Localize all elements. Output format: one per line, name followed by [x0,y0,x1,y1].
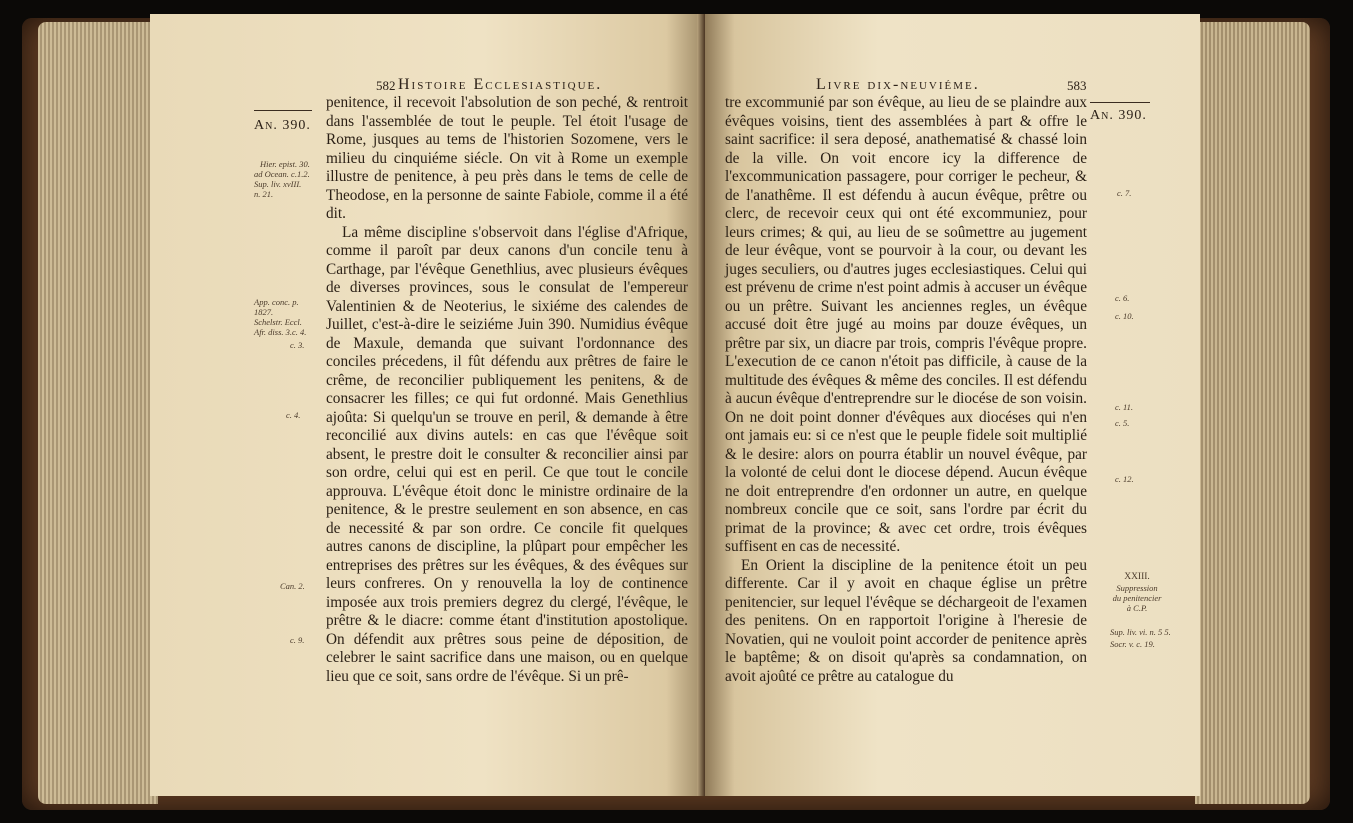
right-page-edges [1195,22,1310,804]
margin-note: Sup. liv. xvIII. [254,179,302,189]
left-margin-year: An. 390. [254,118,311,133]
margin-note: c. 7. [1117,188,1132,198]
right-page [705,14,1200,796]
margin-note: c. 9. [290,635,305,645]
margin-note: c. 6. [1115,293,1130,303]
left-body-text [326,94,688,686]
paragraph: tre excommunié par son évêque, au lieu de se plaindre aux évêques voisins, tient des assemblées à part & offre le saint sacrifice: il sera deposé, anathematisé & chassé loin de la ville. On voit encore icy la difference de l'excommunication passagere, pour corriger le pecheur, & de l'anathême. Il est défendu à aucun évêque, prêtre ou clerc, de recevoir ceux qui ont été excommuniez, pour leurs crimes; & qui, au lieu de se soûmettre au jugement de leur évêque, vont se pourvoir à la cour, ou devant les juges seculiers, ou d'autres juges ecclesiastiques. Celui qui est prévenu de crime n'est point admis à accuser un évêque ou un prêtre. Suivant les anciennes regles, un évêque accusé doit être jugé au moins par douze évêques, un prêtre par six, un diacre par trois, compris l'évêque propre. L'execution de ce canon n'étoit pas difficile, à cause de la multitude des évêques & même des conciles. Il est défendu à aucun évêque d'entreprendre sur le diocése de son voisin. On ne doit point donner d'évêques aux diocéses qui n'en ont jamais eu: si ce n'est que le peuple fidele soit multiplié & le desire: alors on pourra établir un nouvel évêque, par la volonté de celui dont le diocese dépend. Aucun évêque ne doit entreprendre d'en ordonner un autre, en quelque nombreux concile que ce soit, sans l'ordre par écrit du primat de la province; & avec cet ordre, trois évêques suffisent en cas de necessité. [725,94,1087,555]
left-page-edges [38,22,158,804]
right-body-text [725,94,1087,686]
paragraph: La même discipline s'observoit dans l'église d'Afrique, comme il paroît par deux canons d'un concile tenu à Carthage, par l'évêque Genethlius, avec plusieurs évêques de diverses provinces, sous le consulat de l'empereur Valentinien & de Neoterius, le sixiéme des calendes de Juillet, c'est-à-dire le seiziéme Juin 390. Numidius évêque de Maxule, demanda que suivant l'ordonnance des conciles précedens, il fût défendu aux prêtres de faire le crême, de reconcilier publiquement les penitens, & de consacrer les filles; ce qui fut ordonné. Mais Genethlius ajoûta: Si quelqu'un se trouve en peril, & demande à être reconcilié aux divins autels: en cas que l'évêque soit absent, le prestre doit le consulter & reconcilier ainsi par son ordre, celui qui est en peril. Ce que tout le concile approuva. L'évêque étoit donc le ministre ordinaire de la penitence, & le prestre seulement en son absence, en cas de necessité & par son ordre. Ce concile fit quelques autres canons de discipline, la plûpart pour empêcher les entreprises des prêtres sur les évêques, & des évêques sur leurs confreres. On y renouvella la loy de continence imposée aux trois premiers degrez du clergé, l'évêque, le prêtre & le diacre: comme étant d'institution apostolique. On défendit aux prêtres sous peine de déposition, de celebrer le saint sacrifice dans une maison, ou en quelque lieu que ce soit, sans ordre de l'évêque. Si un prê- [326,223,688,685]
left-page-number: 582 [376,78,396,93]
margin-note: c. 3. [290,340,305,350]
margin-note: App. conc. p. [254,297,299,307]
section-heading: du penitencier [1112,593,1162,603]
section-number: XXIII. [1124,572,1150,582]
left-page [150,14,705,796]
margin-note: Afr. diss. 3.c. 4. [254,327,307,337]
right-running-head: Livre dix-neuviéme. [816,76,980,93]
margin-note: Sup. liv. vi. n. 5 5. [1110,627,1171,637]
margin-note: ad Ocean. c.1.2. [254,169,310,179]
margin-note: Can. 2. [280,581,305,591]
left-running-head: Histoire Ecclesiastique. [398,76,603,93]
paragraph: En Orient la discipline de la penitence étoit un peu differente. Car il y avoit en chaque église un prêtre penitencier, sur lequel l'évêque se déchargeoit de l'examen des penitens. On en rapportoit l'origine à l'heresie de Novatien, qui ne vouloit point accorder de penitence après le baptême; & on disoit qu'après sa condamnation, on avoit ajoûté ce prêtre au catalogue du [725,556,1087,685]
margin-note: c. 12. [1115,474,1134,484]
margin-note: c. 5. [1115,418,1130,428]
margin-note: Schelstr. Eccl. [254,317,302,327]
left-margin-rule [254,110,312,111]
margin-note: Hier. epist. 30. [260,159,310,169]
paragraph: penitence, il recevoit l'absolution de son peché, & rentroit dans l'assemblée de tout le peuple. Tel étoit l'usage de Rome, jusques au tems de l'historien Sozomene, vers le milieu du cinquiéme siécle. On vit à Rome un exemple illustre de penitence, à peu près dans le tems de celle de Theodose, en la personne de sainte Fabiole, comme il a été dit. [326,94,688,222]
section-heading: à C.P. [1126,603,1148,613]
right-page-number: 583 [1067,78,1087,93]
section-heading: Suppression [1116,583,1158,593]
right-margin-year: An. 390. [1090,108,1147,123]
margin-note: n. 21. [254,189,274,199]
margin-note: 1827. [254,307,274,317]
margin-note: Socr. v. c. 19. [1110,639,1155,649]
margin-note: c. 4. [286,410,301,420]
right-margin-rule [1090,102,1150,103]
margin-note: c. 11. [1115,402,1134,412]
margin-note: c. 10. [1115,311,1134,321]
